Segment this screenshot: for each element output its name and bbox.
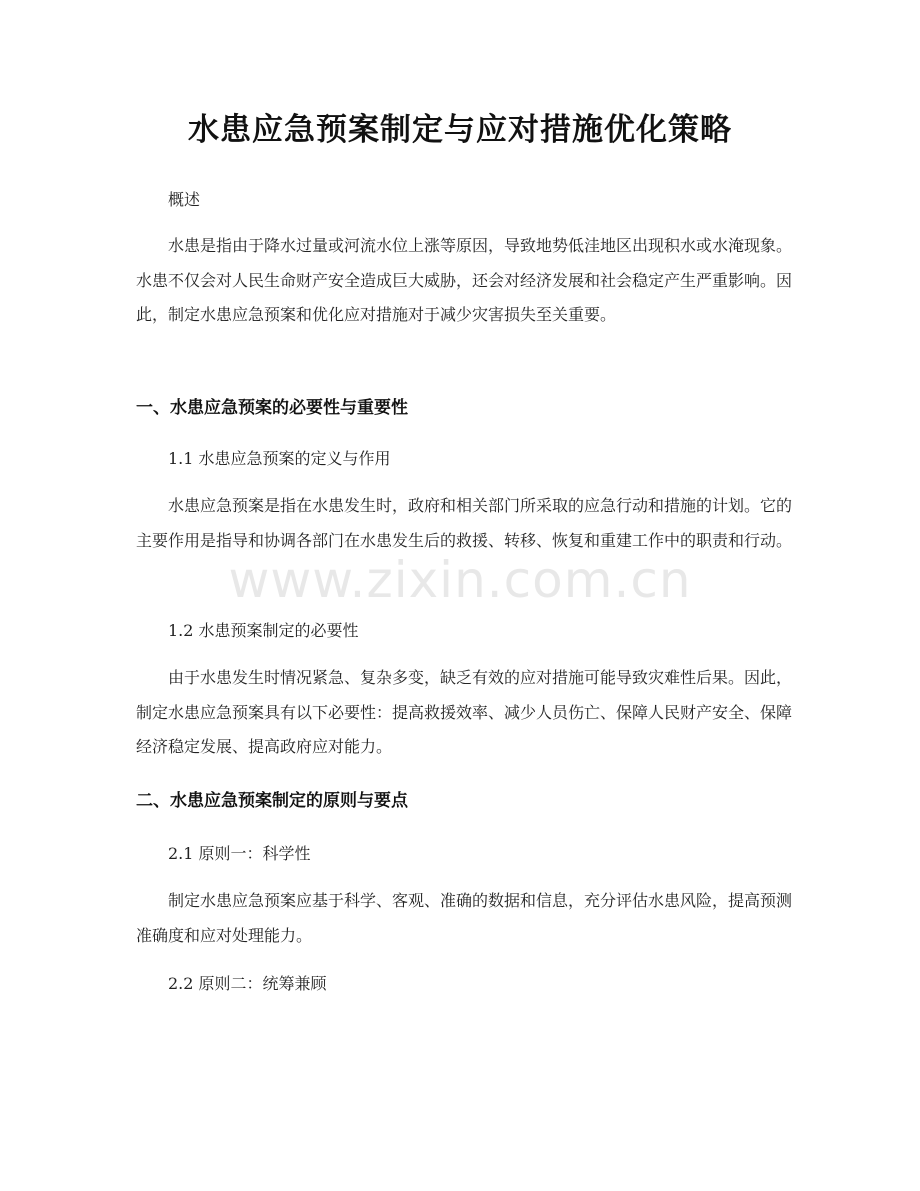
watermark: www.zixin.com.cn — [228, 551, 692, 609]
section-2-1-title: 2.1 原则一：科学性 — [168, 844, 311, 863]
section-1-1-paragraph: 水患应急预案是指在水患发生时，政府和相关部门所采取的应急行动和措施的计划。它的主要作用是指导和协调各部门在水患发生后的救援、转移、恢复和重建工作中的职责和行动。 — [136, 496, 793, 550]
document-title: 水患应急预案制定与应对措施优化策略 — [188, 112, 732, 148]
overview-label: 概述 — [168, 190, 201, 209]
section-1-1-title: 1.1 水患应急预案的定义与作用 — [168, 449, 391, 468]
section-1-2-paragraph: 由于水患发生时情况紧急、复杂多变，缺乏有效的应对措施可能导致灾难性后果。因此，制定水患应急预案具有以下必要性：提高救援效率、减少人员伤亡、保障人民财产安全、保障经济稳定发展、提高政府应对能力。 — [136, 668, 793, 756]
overview-paragraph: 水患是指由于降水过量或河流水位上涨等原因，导致地势低洼地区出现积水或水淹现象。水患不仅会对人民生命财产安全造成巨大威胁，还会对经济发展和社会稳定产生严重影响。因此，制定水患应急预案和优化应对措施对于减少灾害损失至关重要。 — [136, 236, 793, 324]
section-1-2-title: 1.2 水患预案制定的必要性 — [168, 621, 359, 640]
section-1-heading: 一、水患应急预案的必要性与重要性 — [136, 398, 408, 418]
section-2-heading: 二、水患应急预案制定的原则与要点 — [136, 791, 408, 811]
section-2-2-title: 2.2 原则二：统筹兼顾 — [168, 974, 327, 993]
section-2-1-paragraph: 制定水患应急预案应基于科学、客观、准确的数据和信息，充分评估水患风险，提高预测准确度和应对处理能力。 — [136, 891, 793, 945]
